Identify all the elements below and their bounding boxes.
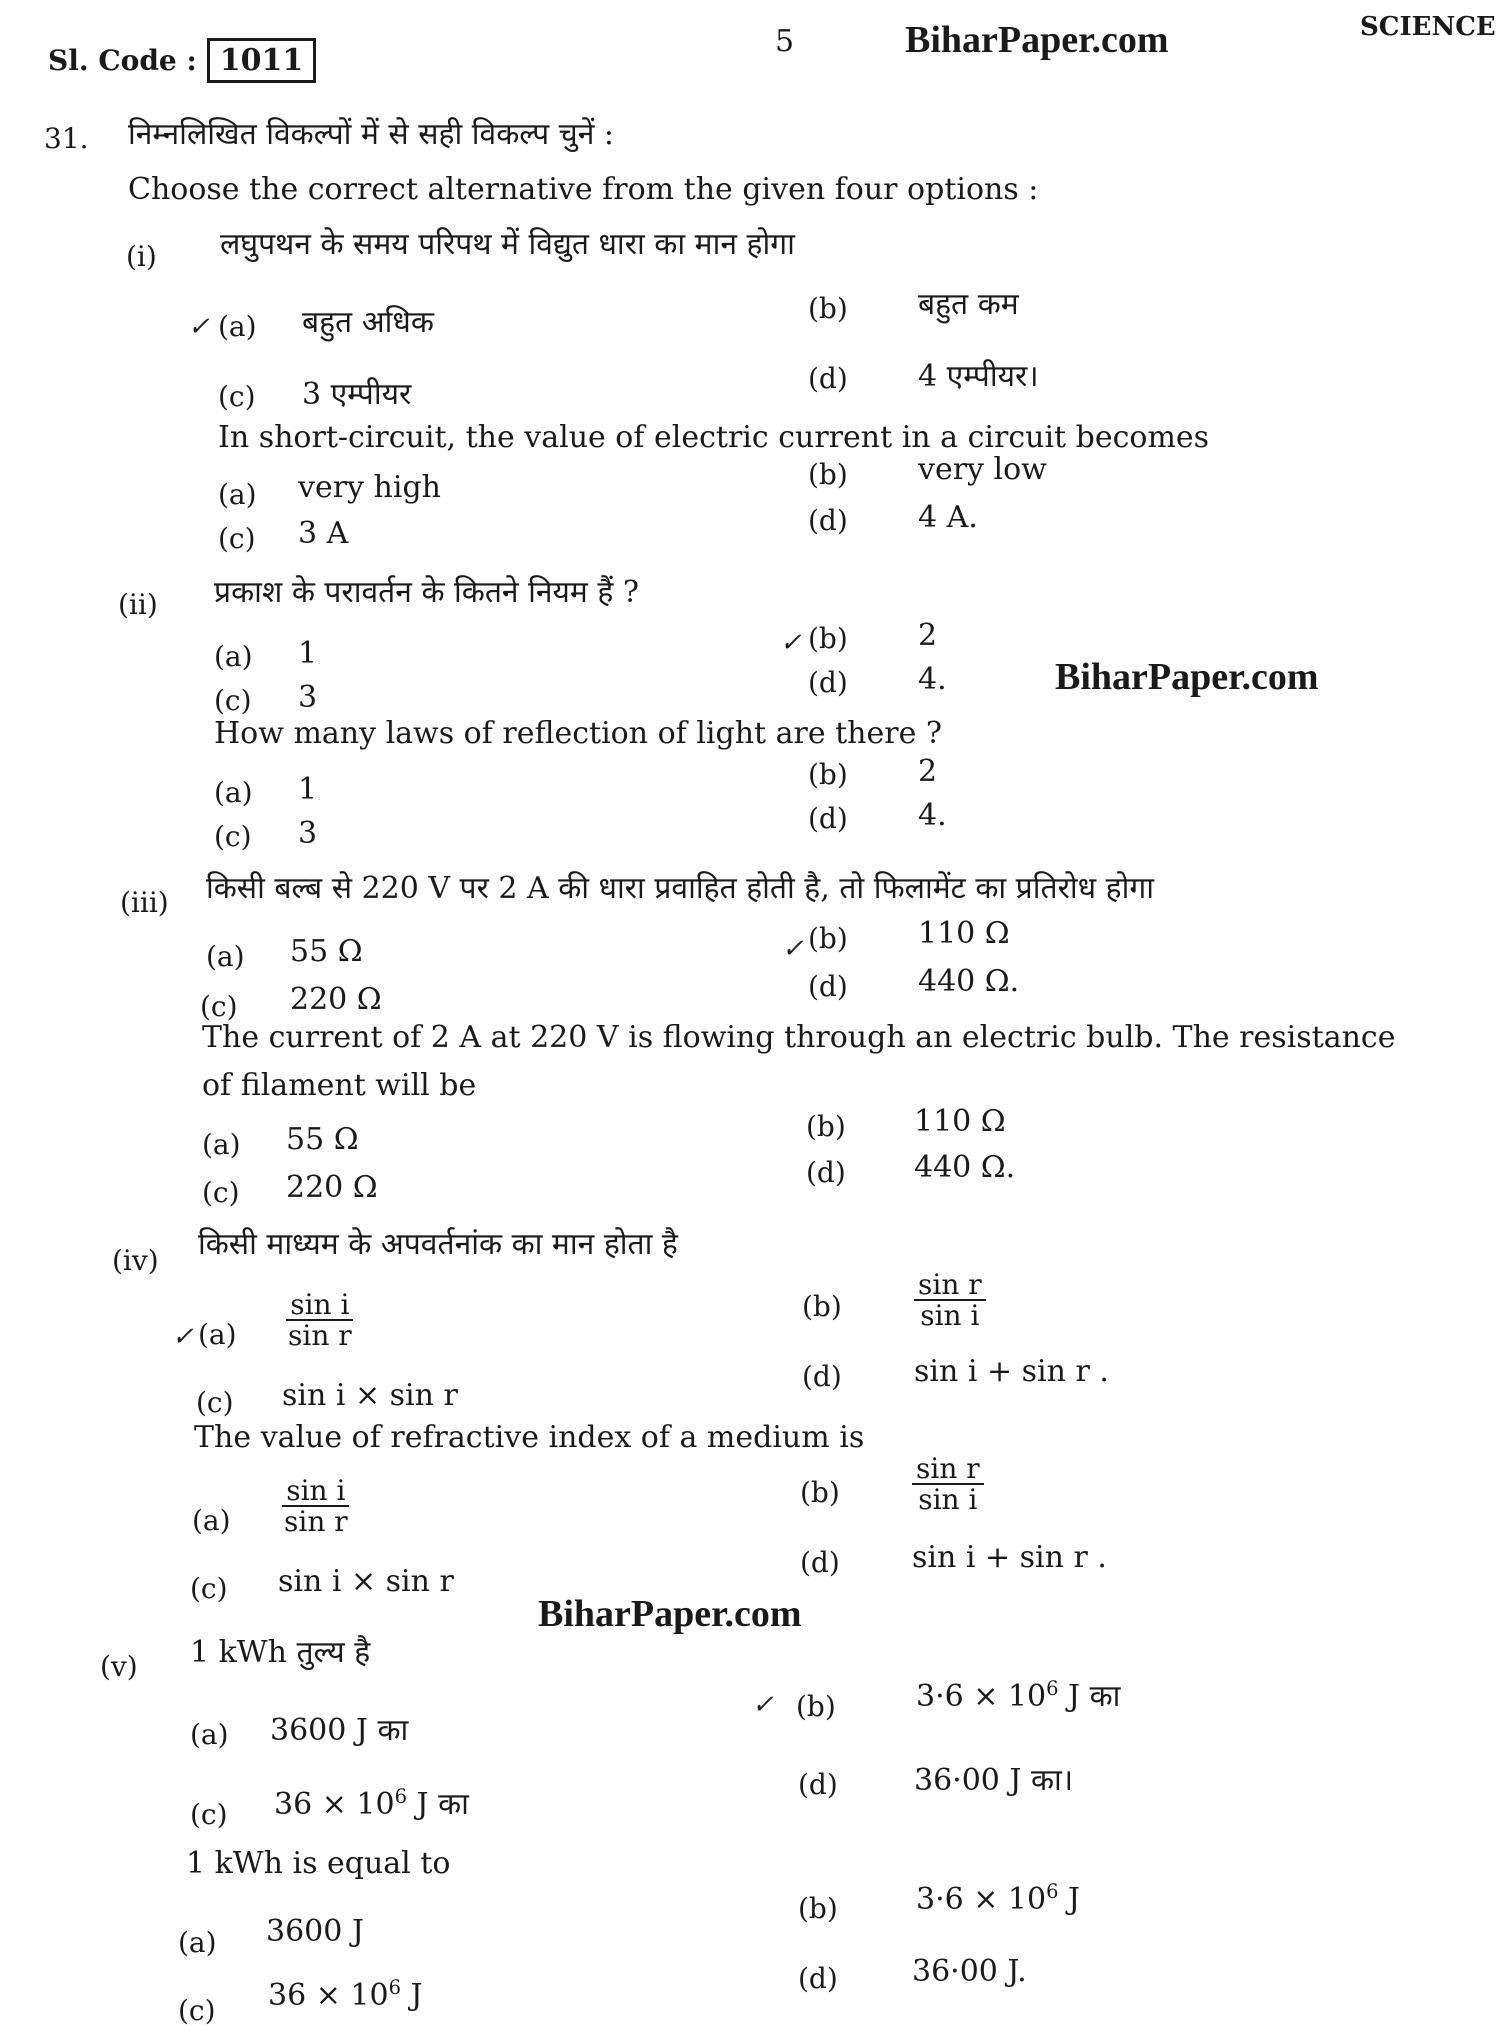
option-value: 3	[298, 680, 318, 715]
option-value: 3	[298, 816, 318, 851]
option-value: 3600 J का	[270, 1713, 409, 1748]
option-label: (b)	[808, 458, 848, 491]
serial-code-value: 1011	[207, 38, 317, 83]
denominator: sin r	[284, 1505, 348, 1539]
option-value: 36·00 J का।	[914, 1763, 1074, 1798]
option-label: (b)	[808, 758, 848, 791]
option-label: (c)	[196, 1386, 234, 1419]
fraction-option	[912, 1454, 984, 1515]
fraction-option	[914, 1270, 986, 1331]
site-watermark: BiharPaper.com	[1055, 656, 1319, 698]
part-label: (iii)	[120, 886, 169, 919]
option-value: 2	[918, 754, 938, 789]
option-label: (b)	[808, 292, 848, 325]
numerator: sin i	[286, 1290, 353, 1321]
numerator: sin r	[912, 1454, 984, 1485]
option-value: 4 A.	[918, 500, 978, 535]
tick-mark-icon: ✓	[780, 628, 802, 658]
stem-english: The value of refractive index of a medium is	[194, 1420, 865, 1455]
option-value: 440 Ω.	[918, 964, 1020, 999]
instruction-english: Choose the correct alternative from the given four options :	[128, 172, 1039, 207]
option-label: (a)	[214, 776, 253, 809]
stem-hindi: किसी माध्यम के अपवर्तनांक का मान होता है	[198, 1227, 678, 1262]
option-value: 55 Ω	[286, 1122, 359, 1157]
option-label: (d)	[808, 970, 848, 1003]
option-value: 220 Ω	[286, 1170, 378, 1205]
option-value: 220 Ω	[290, 982, 382, 1017]
option-value: $36 \times 10^6$ J का	[274, 1785, 469, 1822]
option-label: (d)	[798, 1962, 838, 1995]
option-label: (c)	[190, 1798, 228, 1831]
option-value: 3 एम्पीयर	[302, 377, 412, 412]
option-value: $3\cdot 6 \times 10^6$ J	[916, 1880, 1081, 1917]
option-label: (d)	[808, 504, 848, 537]
option-label: (a)	[198, 1318, 237, 1351]
part-label: (ii)	[118, 588, 158, 621]
option-label: (c)	[200, 990, 238, 1023]
option-label: (d)	[798, 1768, 838, 1801]
part-label: (iv)	[112, 1244, 159, 1277]
numerator: sin r	[914, 1270, 986, 1301]
option-value: sin i × sin r	[278, 1564, 454, 1599]
option-label: (d)	[802, 1360, 842, 1393]
option-value: 1	[298, 636, 318, 671]
option-label: (a)	[218, 478, 257, 511]
stem-english: The current of 2 A at 220 V is flowing through an electric bulb. The resistance	[202, 1020, 1396, 1055]
option-label: (d)	[800, 1546, 840, 1579]
option-label: (a)	[206, 940, 245, 973]
option-label: (d)	[808, 802, 848, 835]
option-value: sin i + sin r .	[914, 1354, 1109, 1389]
option-value: sin i + sin r .	[912, 1540, 1107, 1575]
stem-english: 1 kWh is equal to	[186, 1846, 451, 1881]
stem-hindi: प्रकाश के परावर्तन के कितने नियम हैं ?	[214, 575, 639, 610]
stem-english: How many laws of reflection of light are there ?	[214, 716, 942, 751]
option-value: sin i × sin r	[282, 1378, 458, 1413]
option-label: (a)	[214, 640, 253, 673]
serial-code	[48, 38, 316, 83]
option-value: 2	[918, 618, 938, 653]
option-label: (b)	[796, 1690, 836, 1723]
serial-code-label: Sl. Code :	[48, 44, 197, 77]
option-label: (b)	[808, 922, 848, 955]
option-label: (b)	[800, 1476, 840, 1509]
option-value: very high	[298, 470, 441, 505]
tick-mark-icon: ✓	[172, 1322, 194, 1352]
tick-mark-icon: ✓	[782, 934, 804, 964]
option-value: 110 Ω	[918, 916, 1010, 951]
stem-hindi: किसी बल्ब से 220 V पर 2 A की धारा प्रवाहित होती है, तो फिलामेंट का प्रतिरोध होगा	[206, 871, 1154, 906]
option-value: 3 A	[298, 516, 349, 551]
fraction-option	[284, 1290, 356, 1351]
option-label: (c)	[214, 820, 252, 853]
denominator: sin i	[920, 1299, 980, 1333]
stem-english: In short-circuit, the value of electric current in a circuit becomes	[218, 420, 1210, 455]
option-label: (b)	[808, 622, 848, 655]
option-label: (d)	[808, 666, 848, 699]
site-watermark: BiharPaper.com	[538, 1593, 802, 1635]
fraction-option	[280, 1476, 352, 1537]
option-label: (a)	[178, 1926, 217, 1959]
option-label: (c)	[218, 380, 256, 413]
option-value: $3\cdot 6 \times 10^6$ J का	[916, 1677, 1121, 1714]
option-label: (d)	[806, 1156, 846, 1189]
option-value: very low	[918, 452, 1047, 487]
option-value: 110 Ω	[914, 1104, 1006, 1139]
option-label: (b)	[806, 1110, 846, 1143]
option-label: (c)	[202, 1176, 240, 1209]
option-label: (b)	[802, 1290, 842, 1323]
option-label: (a)	[218, 310, 257, 343]
tick-mark-icon: ✓	[188, 312, 210, 342]
part-label: (i)	[126, 240, 157, 273]
option-label: (a)	[202, 1128, 241, 1161]
site-watermark-header: BiharPaper.com	[905, 19, 1169, 61]
option-value: 440 Ω.	[914, 1150, 1016, 1185]
option-value: 4 एम्पीयर।	[918, 359, 1039, 394]
part-label: (v)	[100, 1650, 138, 1683]
option-label: (d)	[808, 362, 848, 395]
option-label: (a)	[190, 1718, 229, 1751]
option-label: (c)	[178, 1994, 216, 2027]
option-label: (a)	[192, 1504, 231, 1537]
option-value: 1	[298, 772, 318, 807]
option-label: (c)	[214, 684, 252, 717]
stem-english-cont: of filament will be	[202, 1068, 477, 1103]
question-number: 31.	[44, 122, 89, 155]
denominator: sin i	[918, 1483, 978, 1517]
stem-hindi: लघुपथन के समय परिपथ में विद्युत धारा का मान होगा	[220, 227, 795, 262]
option-value: 3600 J	[266, 1914, 364, 1949]
option-value: 36·00 J.	[912, 1954, 1027, 1989]
subject-label: SCIENCE	[1360, 12, 1496, 42]
option-value: 4.	[918, 798, 947, 833]
option-label: (c)	[190, 1572, 228, 1605]
denominator: sin r	[288, 1319, 352, 1353]
numerator: sin i	[282, 1476, 349, 1507]
option-value: 4.	[918, 662, 947, 697]
option-value: $36 \times 10^6$ J	[268, 1976, 423, 2013]
instruction-hindi: निम्नलिखित विकल्पों में से सही विकल्प चुनें :	[128, 117, 615, 152]
option-value: 55 Ω	[290, 934, 363, 969]
option-value: बहुत कम	[918, 287, 1019, 322]
stem-hindi: 1 kWh तुल्य है	[190, 1635, 371, 1670]
option-label: (b)	[798, 1892, 838, 1925]
page-number: 5	[775, 24, 795, 59]
option-label: (c)	[218, 522, 256, 555]
tick-mark-icon: ✓	[752, 1690, 774, 1720]
option-value: बहुत अधिक	[302, 305, 434, 340]
